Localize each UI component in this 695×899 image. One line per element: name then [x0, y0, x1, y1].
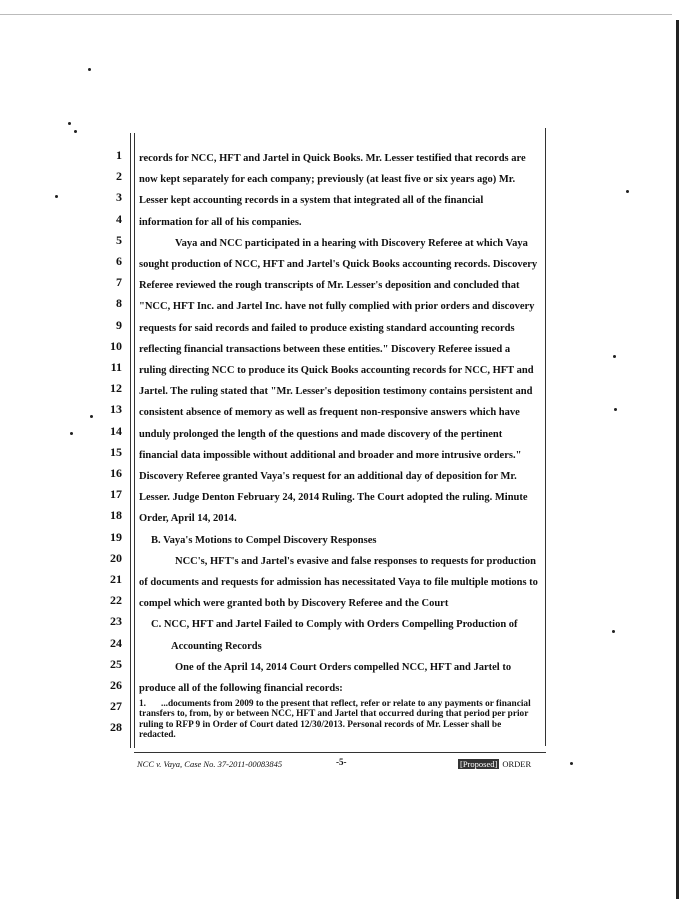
scan-speck — [570, 762, 573, 765]
top-edge-line — [0, 14, 672, 15]
footer-case-caption: NCC v. Vaya, Case No. 37-2011-00083845 — [137, 759, 283, 769]
line-number: 11 — [110, 360, 122, 374]
line-number: 12 — [110, 381, 122, 396]
line-number: 20 — [110, 550, 122, 565]
order-item-number: 1. — [139, 699, 146, 710]
line-number: 2 — [116, 169, 122, 184]
margin-rule-left — [130, 133, 131, 748]
paragraph: Vaya and NCC participated in a hearing with Discovery Referee at which Vaya sought production of NCC, HFT and Jartel's Quick Books accounting records. Discovery Referee reviewed the rough transcripts of Mr. Lesser's deposition and concluded that "NCC, HFT Inc. and Jartel Inc. have not fully complied with prior orders and discovery requests for said records and failed to produce existing standard accounting records reflecting financial transactions between these entities." Discovery Referee issued a ruling directing NCC to produce its Quick Books accounting records for NCC, HFT and Jartel. The ruling stated that "Mr. Lesser's deposition testimony contains persistent and consistent absence of memory as well as frequent non-responsive answers which have unduly prolonged the length of the questions and made discovery of the pertinent financial data impossible without additional and broader and more intrusive orders." Discovery Referee granted Vaya's request for an additional day of deposition for Mr. Lesser. Judge Denton February 24, 2014 Ruling. The Court adopted the ruling. Minute Order, April 14, 2014. — [139, 237, 538, 525]
line-number: 9 — [116, 317, 122, 332]
scan-speck — [612, 630, 615, 633]
line-number: 3 — [116, 190, 122, 205]
line-number: 10 — [110, 338, 122, 353]
order-item-text: ...documents from 2009 to the present that reflect, refer or relate to any payments or financial transfers to, from, by or between NCC, HFT and Jartel that occurred during that period per prior ruling to RFP 9 in Order of Court dated 12/30/2013. Personal records of Mr. Lesser shall be redacted. — [139, 699, 531, 740]
scan-speck — [614, 408, 617, 411]
paragraph: One of the April 14, 2014 Court Orders compelled NCC, HFT and Jartel to produce all of the following financial records: — [139, 661, 512, 695]
margin-rule-left-inner — [134, 133, 135, 748]
scan-speck — [68, 122, 71, 125]
scan-speck — [55, 195, 58, 198]
scan-speck — [613, 355, 616, 358]
line-number: 4 — [116, 211, 122, 226]
scan-speck — [70, 432, 73, 435]
line-number: 19 — [110, 529, 122, 544]
line-number: 7 — [116, 275, 122, 290]
footer-order-label: ORDER — [502, 759, 532, 769]
section-heading: C. NCC, HFT and Jartel Failed to Comply with Orders Compelling Production of — [151, 619, 518, 631]
line-number: 22 — [110, 593, 122, 608]
section-heading-continued: Accounting Records — [171, 640, 262, 652]
scan-speck — [626, 190, 629, 193]
line-number: 24 — [110, 635, 122, 650]
footer-rule — [134, 752, 546, 753]
line-number: 21 — [110, 572, 122, 586]
section-heading: B. Vaya's Motions to Compel Discovery Responses — [151, 534, 377, 546]
footer-title — [458, 759, 531, 769]
line-number: 18 — [110, 508, 122, 523]
line-number: 1 — [116, 148, 122, 162]
paragraph: records for NCC, HFT and Jartel in Quick Books. Mr. Lesser testified that records are now kept separately for each company; previously (at least five or six years ago) Mr. Lesser kept accounting records in a system that integrated all of the financial information for all of his companies. — [139, 153, 526, 228]
document-body — [139, 148, 539, 740]
line-number: 26 — [110, 678, 122, 692]
scan-speck — [88, 68, 91, 71]
page-number: -5- — [336, 757, 347, 767]
line-number: 5 — [116, 232, 122, 247]
scan-right-edge — [676, 20, 679, 899]
line-number: 16 — [110, 466, 122, 480]
margin-rule-right — [545, 128, 546, 746]
line-number: 25 — [110, 656, 122, 671]
line-number: 13 — [110, 402, 122, 417]
proposed-stamp: [Proposed] — [460, 759, 498, 769]
line-number: 15 — [110, 444, 122, 459]
scan-speck — [90, 415, 93, 418]
line-number: 23 — [110, 614, 122, 629]
line-number: 8 — [116, 296, 122, 311]
line-number: 14 — [110, 423, 122, 438]
line-number: 6 — [116, 254, 122, 268]
scan-speck — [74, 130, 77, 133]
line-number: 27 — [110, 699, 122, 714]
paragraph: NCC's, HFT's and Jartel's evasive and false responses to requests for production of documents and requests for admission has necessitated Vaya to file multiple motions to compel which were granted both by Discovery Referee and the Court — [139, 555, 538, 610]
order-item — [139, 699, 539, 740]
line-number: 28 — [110, 720, 122, 735]
line-number: 17 — [110, 487, 122, 502]
